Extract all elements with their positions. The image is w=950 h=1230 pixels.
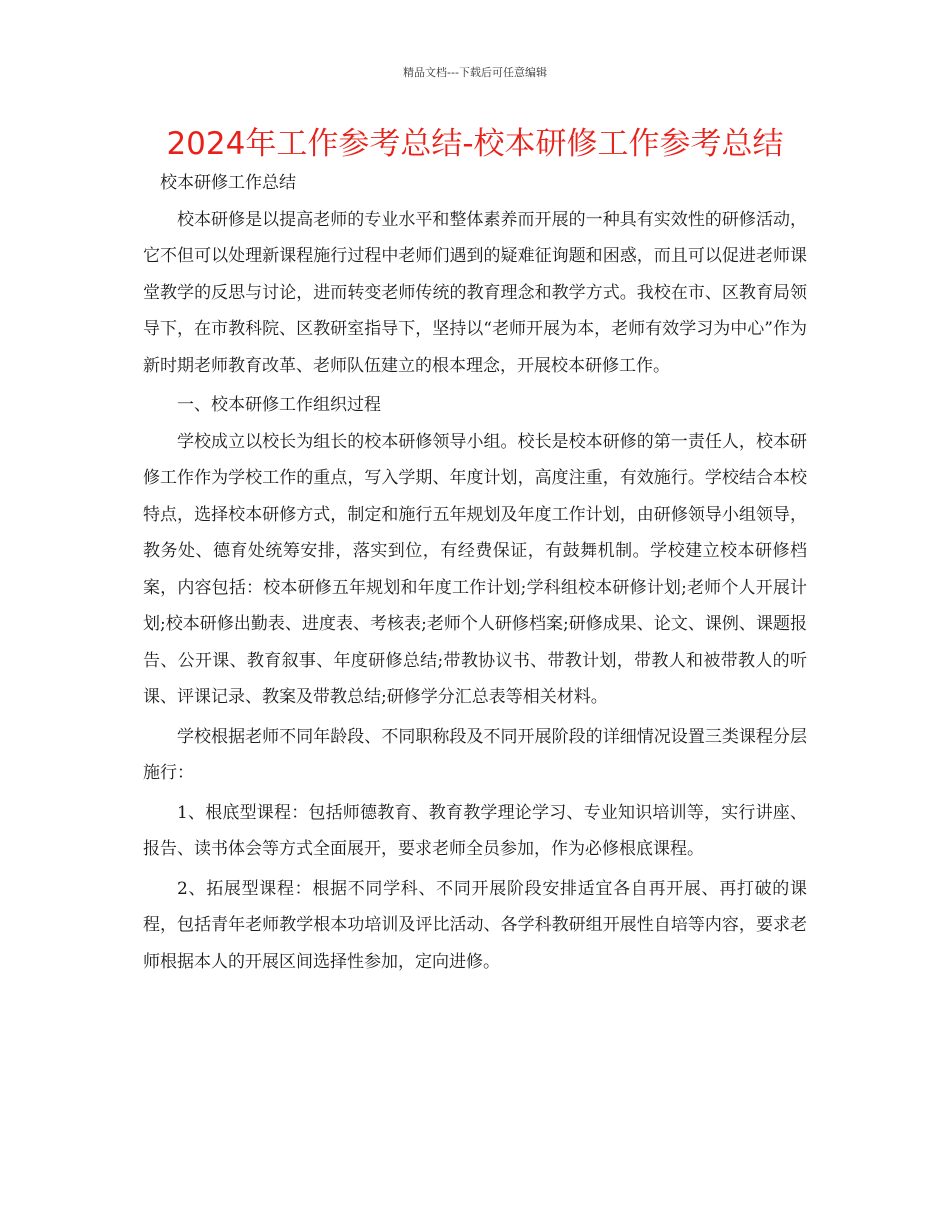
section-subtitle: 校本研修工作总结	[160, 173, 296, 193]
paragraph: 校本研修是以提高老师的专业水平和整体素养而开展的一种具有实效性的研修活动，它不但可以处理新课程施行过程中老师们遇到的疑难征询题和困惑，而且可以促进老师课堂教学的反思与讨论，进而转变老师传统的教育理念和教学方式。我校在市、区教育局领导下，在市教科院、区教研室指导下，坚持以“老师开展为本，老师有效学习为中心”作为新时期老师教育改革、老师队伍建立的根本理念，开展校本研修工作。	[143, 209, 807, 376]
document-title: 2024年工作参考总结-校本研修工作参考总结	[166, 126, 784, 162]
section-heading: 一、校本研修工作组织过程	[177, 395, 381, 415]
list-item: 1、根底型课程：包括师德教育、教育教学理论学习、专业知识培训等，实行讲座、报告、读书体会等方式全面展开，要求老师全员参加，作为必修根底课程。	[143, 802, 807, 859]
document-body	[143, 165, 807, 980]
list-item: 2、拓展型课程：根据不同学科、不同开展阶段安排适宜各自再开展、再打破的课程，包括青年老师教学根本功培训及评比活动、各学科教研组开展性自培等内容，要求老师根据本人的开展区间选择性参加，定向进修。	[143, 878, 807, 972]
header-note: 精品文档---下载后可任意编辑	[403, 66, 547, 79]
paragraph: 学校根据老师不同年龄段、不同职称段及不同开展阶段的详细情况设置三类课程分层施行：	[143, 726, 807, 783]
paragraph: 学校成立以校长为组长的校本研修领导小组。校长是校本研修的第一责任人，校本研修工作作为学校工作的重点，写入学期、年度计划，高度注重，有效施行。学校结合本校特点，选择校本研修方式，制定和施行五年规划及年度工作计划，由研修领导小组领导，教务处、德育处统筹安排，落实到位，有经费保证，有鼓舞机制。学校建立校本研修档案，内容包括：校本研修五年规划和年度工作计划;学科组校本研修计划;老师个人开展计划;校本研修出勤表、进度表、考核表;老师个人研修档案;研修成果、论文、课例、课题报告、公开课、教育叙事、年度研修总结;带教协议书、带教计划，带教人和被带教人的听课、评课记录、教案及带教总结;研修学分汇总表等相关材料。	[143, 431, 807, 707]
